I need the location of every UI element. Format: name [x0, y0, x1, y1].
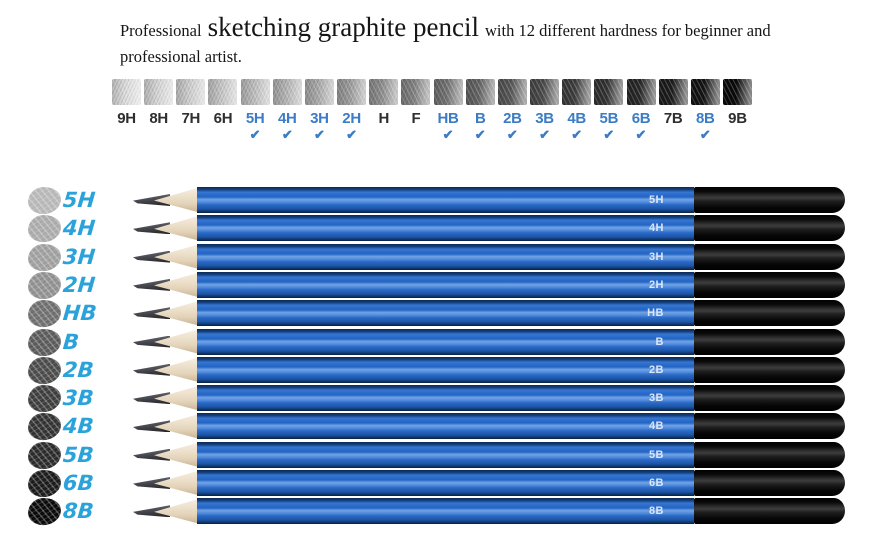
- graphite-shade-swatch: [144, 79, 173, 105]
- graphite-scribble-swatch: [27, 327, 62, 357]
- check-icon: ✔: [281, 127, 293, 142]
- check-icon: ✔: [699, 127, 711, 142]
- graphite-shade-swatch: [594, 79, 623, 105]
- hardness-scale-item: [722, 79, 753, 141]
- pencil-row: [0, 271, 871, 299]
- pencil-graphic: [140, 300, 845, 326]
- pencil-graphic: [140, 329, 845, 355]
- hardness-grade-label: 5H: [245, 110, 265, 127]
- hardness-grade-label: 2B: [503, 110, 522, 127]
- graphite-scribble-swatch: [27, 384, 62, 414]
- pencil-printed-grade: 2B: [648, 363, 664, 376]
- check-icon: ✔: [249, 127, 261, 142]
- pencil-row: [0, 299, 871, 327]
- pencil-wood-cone: [154, 272, 201, 298]
- pencil-grade-handwritten-label: B: [61, 329, 81, 354]
- hardness-scale-item: [465, 79, 496, 141]
- graphite-shade-swatch: [659, 79, 688, 105]
- pencil-grade-handwritten-label: 2B: [61, 357, 95, 382]
- check-icon: ✔: [539, 127, 550, 142]
- pencil-graphic: [140, 385, 845, 411]
- pencil-printed-grade: 4H: [648, 222, 664, 235]
- graphite-scribble-swatch: [27, 242, 62, 272]
- hardness-grade-label: 3B: [535, 110, 554, 127]
- hardness-scale-item: [207, 79, 238, 141]
- pencil-grade-handwritten-label: 3B: [61, 386, 95, 411]
- hardness-grade-label: B: [474, 110, 486, 127]
- hardness-grade-label: H: [378, 110, 390, 127]
- pencil-wood-cone: [154, 498, 201, 524]
- pencil-wood-cone: [154, 300, 201, 326]
- graphite-shade-swatch: [241, 79, 270, 105]
- graphite-scribble-swatch: [27, 355, 62, 385]
- hardness-grade-label: 9B: [728, 110, 747, 127]
- hardness-grade-label: 3H: [310, 110, 329, 127]
- pencil-printed-grade: 4B: [648, 420, 664, 433]
- graphite-shade-swatch: [498, 79, 527, 105]
- pencil-printed-grade: 5H: [648, 194, 664, 206]
- hardness-grade-label: 8H: [149, 110, 168, 127]
- pencil-graphic: [140, 187, 845, 213]
- graphite-shade-swatch: [337, 79, 366, 105]
- pencil-blue-body: [197, 470, 694, 496]
- pencil-row: [0, 356, 871, 384]
- check-icon: ✔: [635, 127, 647, 142]
- pencil-printed-grade: B: [655, 335, 664, 348]
- pencil-blue-body: [197, 300, 694, 326]
- pencil-blue-body: [197, 413, 694, 439]
- pencil-row: [0, 441, 871, 469]
- pencil-black-end: [694, 187, 845, 213]
- hardness-scale-item: [111, 79, 142, 141]
- pencil-wood-cone: [154, 385, 201, 411]
- pencil-blue-body: [197, 329, 694, 355]
- hardness-scale-item: [626, 79, 657, 141]
- graphite-scribble-swatch: [27, 497, 62, 527]
- pencil-blue-body: [197, 357, 694, 383]
- check-icon: ✔: [571, 127, 583, 142]
- title-prefix: Professional: [120, 21, 202, 40]
- graphite-shade-swatch: [562, 79, 591, 105]
- graphite-shade-swatch: [305, 79, 334, 105]
- check-icon: ✔: [474, 127, 486, 142]
- graphite-shade-swatch: [112, 79, 141, 105]
- pencil-printed-grade: 3H: [648, 250, 664, 263]
- pencil-blue-body: [197, 442, 694, 468]
- pencil-black-end: [694, 244, 845, 270]
- hardness-scale-item: [690, 79, 721, 141]
- pencil-row: [0, 412, 871, 440]
- hardness-scale-item: [561, 79, 592, 141]
- hardness-scale-item: [240, 79, 271, 141]
- graphite-scribble-swatch: [27, 186, 62, 216]
- pencil-row: [0, 384, 871, 412]
- check-icon: ✔: [313, 127, 325, 142]
- pencil-grade-handwritten-label: 5B: [61, 442, 95, 467]
- hardness-grade-label: 5B: [599, 110, 619, 127]
- graphite-shade-swatch: [723, 79, 752, 105]
- hardness-scale-item: [400, 79, 431, 141]
- hardness-grade-label: 2H: [342, 110, 361, 127]
- check-icon: ✔: [346, 127, 358, 142]
- pencil-black-end: [694, 470, 845, 496]
- pencil-row: [0, 186, 871, 214]
- hardness-grade-label: F: [411, 110, 421, 127]
- pencil-wood-cone: [154, 413, 201, 439]
- pencil-black-end: [694, 357, 845, 383]
- hardness-scale-item: [304, 79, 335, 141]
- pencil-row: [0, 214, 871, 242]
- pencil-wood-cone: [154, 357, 201, 383]
- pencil-row: [0, 469, 871, 497]
- pencil-row: [0, 497, 871, 525]
- pencil-blue-body: [197, 215, 694, 241]
- pencil-wood-cone: [154, 329, 201, 355]
- pencil-grade-handwritten-label: 8B: [61, 499, 95, 524]
- graphite-shade-swatch: [401, 79, 430, 105]
- graphite-scribble-swatch: [27, 412, 62, 442]
- graphite-shade-swatch: [273, 79, 302, 105]
- graphite-scribble-swatch: [27, 299, 62, 329]
- pencil-blue-body: [197, 498, 694, 524]
- hardness-scale-item: [175, 79, 206, 141]
- hardness-grade-label: 7B: [663, 110, 683, 127]
- hardness-scale-item: [143, 79, 174, 141]
- hardness-scale-item: [497, 79, 528, 141]
- graphite-scribble-swatch: [27, 469, 62, 499]
- pencil-row: [0, 328, 871, 356]
- title-line2: professional artist.: [120, 47, 242, 67]
- pencil-row: [0, 243, 871, 271]
- check-icon: ✔: [506, 127, 518, 142]
- hardness-scale-item: [658, 79, 689, 141]
- pencil-black-end: [694, 413, 845, 439]
- graphite-scribble-swatch: [27, 214, 62, 244]
- pencil-black-end: [694, 498, 845, 524]
- pencil-wood-cone: [154, 187, 201, 213]
- pencil-blue-body: [197, 187, 694, 213]
- pencil-blue-body: [197, 272, 694, 298]
- pencil-printed-grade: 3B: [648, 392, 664, 405]
- pencil-graphic: [140, 498, 845, 524]
- hardness-scale-item: [433, 79, 464, 141]
- pencil-graphic: [140, 470, 845, 496]
- graphite-shade-swatch: [176, 79, 205, 105]
- pencil-black-end: [694, 442, 845, 468]
- hardness-scale-item: [272, 79, 303, 141]
- pencil-printed-grade: 6B: [648, 477, 664, 489]
- hardness-grade-label: 9H: [117, 110, 136, 127]
- hardness-grade-label: 4B: [567, 110, 586, 127]
- graphite-shade-swatch: [627, 79, 656, 105]
- pencil-wood-cone: [154, 244, 201, 270]
- hardness-scale-item: [529, 79, 560, 141]
- product-title: [120, 10, 800, 68]
- hardness-scale-item: [368, 79, 399, 141]
- pencil-printed-grade: 5B: [648, 448, 664, 461]
- graphite-shade-swatch: [434, 79, 463, 105]
- hardness-grade-label: 6B: [631, 110, 651, 127]
- pencil-printed-grade: 8B: [648, 505, 664, 518]
- pencil-grade-handwritten-label: 3H: [61, 244, 97, 269]
- pencil-blue-body: [197, 385, 694, 411]
- pencil-wood-cone: [154, 442, 201, 468]
- pencil-printed-grade: 2H: [648, 278, 664, 291]
- pencil-graphic: [140, 215, 845, 241]
- hardness-grade-label: 4H: [277, 110, 297, 127]
- pencil-black-end: [694, 385, 845, 411]
- graphite-shade-swatch: [530, 79, 559, 105]
- pencil-printed-grade: HB: [647, 307, 664, 320]
- pencil-wood-cone: [154, 470, 201, 496]
- pencil-grade-handwritten-label: HB: [61, 301, 98, 326]
- pencil-black-end: [694, 329, 845, 355]
- pencil-grade-handwritten-label: 4H: [61, 216, 97, 241]
- pencil-graphic: [140, 413, 845, 439]
- title-suffix: with 12 different hardness for beginner and: [485, 21, 771, 40]
- graphite-shade-swatch: [208, 79, 237, 105]
- graphite-shade-swatch: [691, 79, 720, 105]
- pencil-black-end: [694, 272, 845, 298]
- hardness-grade-label: 7H: [181, 110, 201, 127]
- title-highlight: sketching graphite pencil: [207, 12, 479, 42]
- pencil-grade-handwritten-label: 6B: [61, 471, 95, 495]
- graphite-scribble-swatch: [27, 440, 62, 470]
- pencil-grade-handwritten-label: 2H: [61, 272, 97, 297]
- graphite-shade-swatch: [466, 79, 495, 105]
- hardness-grade-label: HB: [437, 110, 459, 127]
- hardness-scale-item: [336, 79, 367, 141]
- pencil-grade-handwritten-label: 4B: [61, 414, 95, 439]
- graphite-shade-swatch: [369, 79, 398, 105]
- hardness-grade-label: 6H: [213, 110, 233, 127]
- pencil-wood-cone: [154, 215, 201, 241]
- graphite-scribble-swatch: [27, 271, 62, 301]
- pencil-graphic: [140, 442, 845, 468]
- check-icon: ✔: [442, 127, 454, 142]
- pencil-black-end: [694, 300, 845, 326]
- pencil-graphic: [140, 272, 845, 298]
- check-icon: ✔: [603, 127, 615, 142]
- pencil-graphic: [140, 357, 845, 383]
- pencil-grade-handwritten-label: 5H: [61, 188, 97, 212]
- hardness-scale: [111, 79, 753, 141]
- pencil-graphic: [140, 244, 845, 270]
- hardness-scale-item: [593, 79, 624, 141]
- pencil-blue-body: [197, 244, 694, 270]
- hardness-grade-label: 8B: [696, 110, 715, 127]
- pencil-black-end: [694, 215, 845, 241]
